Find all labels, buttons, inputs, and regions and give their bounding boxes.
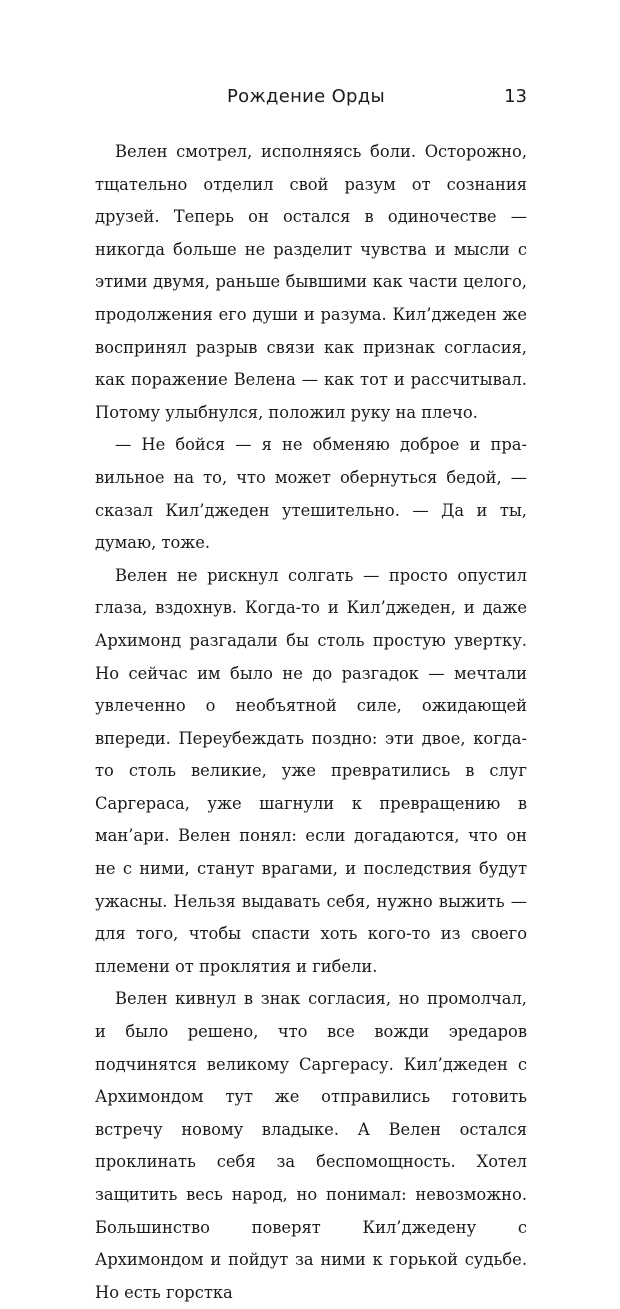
paragraph: — Не бойся — я не обменяю доброе и правильное на то, что может обернуться бедой, — сказал Кил’джеден утешительно. — Да и ты, думаю, тоже. [95,435,527,553]
paragraph: Велен не рискнул солгать — просто опустил глаза, вздохнув. Когда-то и Кил’джеден, и даже Архимонд разгадали бы столь простую увертку. Но сейчас им было не до разгадок — мечтали увлеченно о необъятной силе, ожидающей впереди. Переубеждать поздно: эти двое, когда-то столь великие, уже превратились в слуг Саргераса, уже шагнули к превращению в ман’ари. Велен понял: если догадаются, что он не с ними, станут врагами, и последствия будут ужасны. Нельзя выдавать себя, нужно выжить — для того, чтобы спасти хоть кого-то из своего племени от проклятия и гибели. [95,565,527,976]
book-page [95,86,527,1309]
body-text [95,136,527,1309]
running-header [95,86,527,126]
paragraph: Велен кивнул в знак согласия, но промолчал, и было решено, что все вожди эредаров подчинятся великому Саргерасу. Кил’джеден с Архимондом тут же отправились готовить встречу новому владыке. А Велен остался проклинать себя за беспомощность. Хотел защитить весь народ, но понимал: невозможно. Большинство поверят Кил’джедену с Архимондом и пойдут за ними к горькой судьбе. Но есть горстка [95,989,527,1302]
page-number: 13 [504,86,527,107]
paragraph: Велен смотрел, исполняясь боли. Осторожно, тщательно отделил свой разум от сознания друзей. Теперь он остался в одиночестве — никогда больше не разделит чувства и мысли с этими двумя, раньше бывшими как части целого, продолжения его души и разума. Кил’джеден же воспринял разрыв связи как признак согласия, как поражение Велена — как тот и рассчитывал. Потому улыбнулся, положил руку на плечо. [95,142,527,422]
running-title: Рождение Орды [227,86,386,107]
